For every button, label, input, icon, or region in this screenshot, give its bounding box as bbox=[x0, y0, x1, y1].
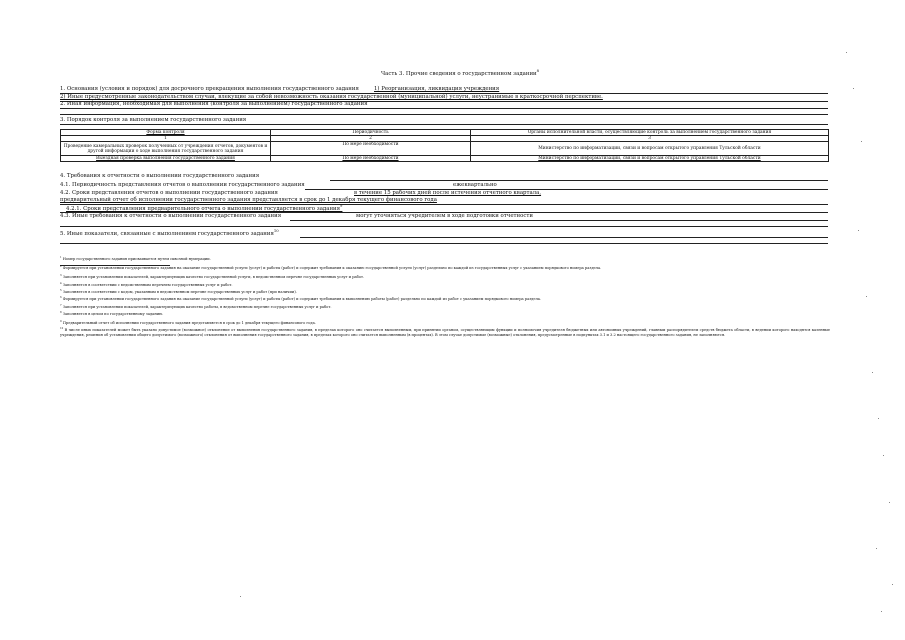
section-4-2-label: 4.2. Сроки представления отчетов о выполнении государственного задания bbox=[60, 190, 278, 196]
col-number: 1 bbox=[61, 136, 271, 142]
scan-speck bbox=[878, 418, 879, 419]
control-period: По мере необходимости bbox=[271, 142, 471, 156]
scan-speck bbox=[853, 88, 854, 89]
section-4-1-value: ежеквартально bbox=[453, 182, 497, 188]
rule bbox=[290, 220, 828, 221]
section-3-label: 3. Порядок контроля за выполнением государственного задания bbox=[60, 117, 247, 123]
footnote: $^1$ Номер государственного задания присваивается путем сквозной нумерации. bbox=[60, 256, 211, 262]
rule bbox=[60, 108, 828, 109]
scan-speck bbox=[861, 141, 862, 142]
section-5-label: 5. Иные показатели, связанные с выполнением государственного задания$^{10}$ bbox=[60, 228, 279, 237]
section-4-label: 4. Требования к отчетности о выполнении государственного задания bbox=[60, 173, 260, 179]
section-4-3-value: могут уточняться учредителем в ходе подготовки отчетности bbox=[356, 213, 533, 219]
control-table bbox=[60, 129, 829, 162]
control-form: Проведение камеральных проверок полученных от учреждения отчетов, документов и другой информации о ходе выполнения государственного задания bbox=[61, 142, 271, 156]
scan-speck bbox=[883, 455, 884, 456]
footnote: $^6$ Формируется при установлении государственного задания на оказание государственной услуги (услуг) и работы (работ) и содержит требования к выполнению работы (работ) раздельно по каждой из работ с указанием порядкового номера раздела. bbox=[60, 296, 542, 302]
rule bbox=[60, 124, 828, 125]
part-title: Часть 3. Прочие сведения о государственном задании$^8$ bbox=[381, 68, 540, 77]
control-org: Министерство по информатизации, связи и вопросам открытого управления Тульской области bbox=[471, 142, 829, 156]
rule bbox=[60, 114, 828, 115]
col-number: 3 bbox=[471, 136, 829, 142]
section-1-label: 1. Основания (условия и порядок) для досрочного прекращения выполнения государственного задания bbox=[60, 86, 359, 92]
section-4-3-label: 4.3. Иные требования к отчетности о выполнении государственного задания bbox=[60, 213, 282, 219]
scan-speck bbox=[881, 611, 882, 612]
footnote: $^8$ Заполняется в целом по государственному заданию. bbox=[60, 311, 164, 317]
footnote: $^3$ Заполняется при установлении показателей, характеризующих качество государственной услуги, в ведомственном перечне государственных услуг и работ. bbox=[60, 274, 365, 280]
footnote: $^7$ Заполняется при установлении показателей, характеризующих качество работы, в ведомственном перечне государственных услуг и работ. bbox=[60, 304, 332, 310]
footnote: $^{10}$ В числе иных показателей может быть указано допустимое (возможное) отклонение от выполнения государственного задания, в пределах которого оно считается выполненным, при принятии органом, осуществляющим функции и полномочия учредителя бюджетных или автономных учреждений, главным распорядителем средств бюджета области, в ведении которого находятся казенные учреждения, решения об установлении общего допустимого (возможного) отклонения от выполнения государственного задания, в пределах которого оно считается выполненным (в процентах). В этом случае допустимые (возможные) отклонения, предусмотренные в подпунктах 3.1 и 3.2 настоящего государственного задания, не заполняются. bbox=[60, 326, 830, 338]
table-row bbox=[61, 142, 829, 156]
section-1-value-2: 2) Иные предусмотренные законодательством случаи, влекущие за собой невозможность оказания государственной (муниципальной) услуги, неустранимые в краткосрочной перспективе. bbox=[60, 94, 603, 100]
rule bbox=[330, 180, 828, 181]
header-org: Органы исполнительной власти, осуществляющие контроль за выполнением государственного задания bbox=[471, 130, 829, 136]
scan-speck bbox=[872, 372, 873, 373]
rule bbox=[60, 243, 828, 244]
footnote: $^9$ Предварительный отчет об исполнении государственного задания представляется в срок до 1 декабря текущего финансового года. bbox=[60, 320, 316, 326]
section-4-2-value: в течение 15 рабочих дней после истечения отчетного квартала, bbox=[354, 190, 542, 196]
header-form: Форма контроля bbox=[61, 130, 271, 136]
scan-speck bbox=[889, 502, 890, 503]
footnote: $^2$ Формируется при установлении государственного задания на оказание государственной услуги (услуг) и работы (работ) и содержит требования к оказанию государственной услуги (услуг) раздельно по каждой из государственных услуг с указанием порядкового номера раздела. bbox=[60, 265, 602, 271]
table-row bbox=[61, 156, 829, 162]
control-period: По мере необходимости bbox=[271, 156, 471, 162]
section-4-2-note: предварительный отчет об исполнении государственного задания представляется в срок до 1 декабря текущего финансового года bbox=[60, 197, 437, 203]
scan-speck bbox=[240, 596, 241, 597]
header-period: Периодичность bbox=[271, 130, 471, 136]
footnote: $^5$ Заполняется в соответствии с кодом, указанным в ведомственном перечне государственных услуг и работ (при наличии). bbox=[60, 289, 297, 295]
rule bbox=[300, 237, 828, 238]
scan-speck bbox=[892, 584, 893, 585]
rule bbox=[60, 226, 828, 227]
section-1-value-1: 1) Реорганизация, ликвидация учреждения bbox=[374, 86, 500, 92]
control-form: Выездная проверка выполнения государственного задания bbox=[61, 156, 271, 162]
section-4-1-label: 4.1. Периодичность представления отчетов о выполнении государственного задания bbox=[60, 182, 305, 188]
col-number: 2 bbox=[271, 136, 471, 142]
scan-speck bbox=[858, 230, 859, 231]
scan-speck bbox=[846, 52, 847, 53]
scan-speck bbox=[866, 296, 867, 297]
section-2-label: 2. Иная информация, необходимая для выполнения (контроля за выполнением) государственного задания bbox=[60, 101, 368, 107]
control-org: Министерство по информатизации, связи и вопросам открытого управления Тульской области bbox=[471, 156, 829, 162]
footnote: $^4$ Заполняется в соответствии с ведомственным перечнем государственных услуг и работ. bbox=[60, 282, 233, 288]
scan-speck bbox=[876, 548, 877, 549]
section-4-2-1-label: 4.2.1. Сроки представления предварительного отчета о выполнении государственного задания$^9$ bbox=[66, 203, 343, 212]
